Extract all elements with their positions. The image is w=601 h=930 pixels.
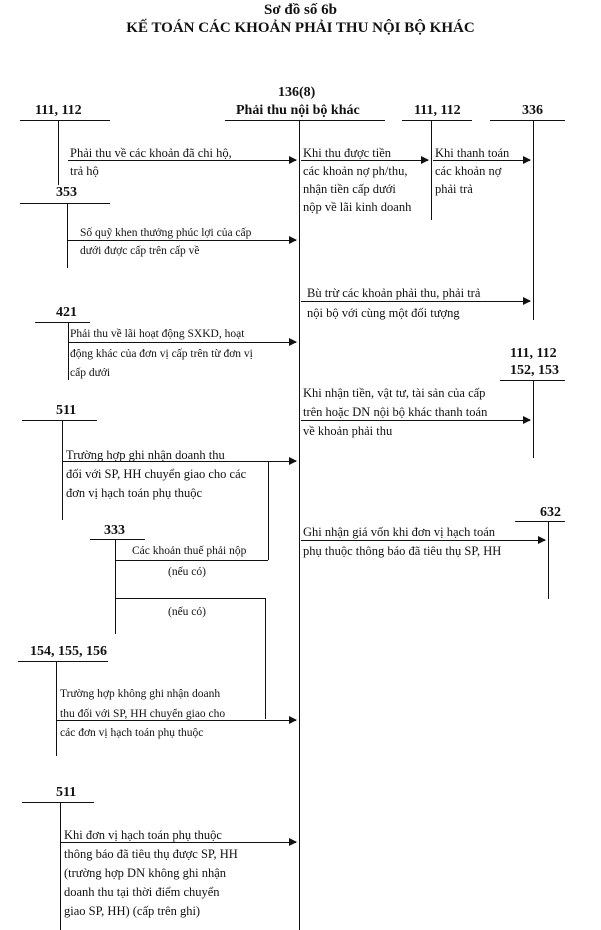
label-thanh-toan-line2: các khoản nợ bbox=[435, 164, 502, 178]
label-thu-tien-line2: các khoản nợ ph/thu, bbox=[303, 164, 408, 178]
label-quy-khen-thuong-line2: dưới được cấp trên cấp về bbox=[80, 245, 200, 257]
center-account-vline bbox=[299, 120, 300, 930]
account-154-155-156: 154, 155, 156 bbox=[30, 644, 107, 659]
account-336-hline bbox=[490, 120, 565, 121]
connector-thue-2-vline bbox=[265, 598, 266, 719]
arrow-thanh-toan bbox=[433, 160, 530, 161]
label-lai-sxkd-line1: Phải thu về lãi hoạt động SXKD, hoạt bbox=[70, 328, 245, 340]
account-511-first-hline bbox=[22, 420, 97, 421]
label-thong-bao-tieu-thu-line5: giao SP, HH) (cấp trên ghi) bbox=[64, 904, 201, 918]
label-bu-tru-line2: nội bộ với cùng một đối tượng bbox=[307, 306, 460, 320]
arrow-gia-von bbox=[301, 540, 545, 541]
connector-dt-to-thue-vline bbox=[268, 461, 269, 560]
arrow-quy-khen-thuong bbox=[67, 240, 296, 241]
label-thue-phai-nop: Các khoản thuế phải nộp bbox=[132, 545, 247, 557]
arrow-chi-ho bbox=[68, 160, 296, 161]
label-bu-tru-line1: Bù trừ các khoản phải thu, phải trả bbox=[307, 286, 481, 300]
account-511-second: 511 bbox=[56, 785, 77, 800]
account-336: 336 bbox=[522, 103, 543, 118]
account-421: 421 bbox=[56, 305, 77, 320]
account-152-153-vline bbox=[533, 380, 534, 458]
connector-thue-hline bbox=[115, 560, 268, 561]
label-quy-khen-thuong-line1: Số quỹ khen thưởng phúc lợi của cấp bbox=[80, 227, 252, 239]
account-111-112-right-vline bbox=[431, 120, 432, 220]
center-account-code: 136(8) bbox=[278, 85, 316, 100]
label-nhan-tien-line3: về khoản phải thu bbox=[303, 424, 393, 438]
account-111-112-mid: 111, 112 bbox=[510, 346, 557, 361]
arrow-lai-sxkd bbox=[68, 342, 296, 343]
account-152-153: 152, 153 bbox=[510, 363, 559, 378]
center-account-hline bbox=[225, 120, 385, 121]
connector-thue-2-hline bbox=[115, 598, 266, 599]
account-336-vline bbox=[533, 120, 534, 320]
arrow-ghi-nhan-dt bbox=[62, 461, 296, 462]
account-353: 353 bbox=[56, 185, 77, 200]
account-511-first: 511 bbox=[56, 403, 77, 418]
label-ghi-nhan-dt-line3: đơn vị hạch toán phụ thuộc bbox=[66, 486, 203, 500]
label-thong-bao-tieu-thu-line2: thông báo đã tiêu thụ được SP, HH bbox=[64, 847, 238, 861]
account-154-vline bbox=[56, 661, 57, 756]
label-chi-ho-line2: trả hộ bbox=[70, 164, 99, 178]
label-thu-tien-line3: nhận tiền cấp dưới bbox=[303, 182, 396, 196]
account-511-second-vline bbox=[60, 802, 61, 930]
account-421-vline bbox=[68, 322, 69, 380]
account-333: 333 bbox=[104, 523, 125, 538]
label-lai-sxkd-line3: cấp dưới bbox=[70, 367, 111, 379]
account-111-112-right-hline bbox=[402, 120, 472, 121]
account-111-112-top-hline bbox=[20, 120, 110, 121]
label-nhan-tien-line1: Khi nhận tiền, vật tư, tài sản của cấp bbox=[303, 386, 486, 400]
label-ghi-nhan-dt-line2: đối với SP, HH chuyển giao cho các bbox=[66, 467, 247, 481]
account-353-hline bbox=[20, 203, 110, 204]
account-511-second-hline bbox=[22, 802, 94, 803]
label-neu-co-1: (nếu có) bbox=[168, 566, 206, 578]
account-111-112-top: 111, 112 bbox=[35, 103, 82, 118]
label-gia-von-line2: phụ thuộc thông báo đã tiêu thụ SP, HH bbox=[303, 544, 502, 558]
label-khong-ghi-nhan-line3: các đơn vị hạch toán phụ thuộc bbox=[60, 727, 204, 739]
label-ghi-nhan-dt-line1: Trường hợp ghi nhận doanh thu bbox=[66, 448, 225, 462]
account-511-first-vline bbox=[62, 420, 63, 520]
label-khong-ghi-nhan-line2: thu đối với SP, HH chuyển giao cho bbox=[60, 708, 226, 720]
label-thong-bao-tieu-thu-line4: doanh thu tại thời điểm chuyển bbox=[64, 885, 220, 899]
account-632-vline bbox=[548, 521, 549, 599]
arrow-nhan-tien bbox=[301, 420, 530, 421]
arrow-thu-tien bbox=[301, 160, 428, 161]
label-thong-bao-tieu-thu-line1: Khi đơn vị hạch toán phụ thuộc bbox=[64, 828, 222, 842]
label-chi-ho-line1: Phải thu về các khoản đã chi hộ, bbox=[70, 146, 232, 160]
label-khong-ghi-nhan-line1: Trường hợp không ghi nhận doanh bbox=[60, 688, 221, 700]
account-353-vline bbox=[67, 203, 68, 268]
label-gia-von-line1: Ghi nhận giá vốn khi đơn vị hạch toán bbox=[303, 525, 495, 539]
center-account-name: Phải thu nội bộ khác bbox=[236, 103, 360, 118]
account-333-vline bbox=[115, 539, 116, 634]
account-111-112-right: 111, 112 bbox=[414, 103, 461, 118]
account-632: 632 bbox=[540, 505, 561, 520]
label-thanh-toan-line3: phải trả bbox=[435, 182, 473, 196]
label-thu-tien-line1: Khi thu được tiền bbox=[303, 146, 392, 160]
diagram-title: KẾ TOÁN CÁC KHOẢN PHẢI THU NỘI BỘ KHÁC bbox=[126, 20, 475, 36]
arrow-bu-tru bbox=[301, 301, 530, 302]
label-thanh-toan-line1: Khi thanh toán bbox=[435, 146, 510, 160]
label-lai-sxkd-line2: động khác của đơn vị cấp trên từ đơn vị bbox=[70, 348, 253, 360]
label-thu-tien-line4: nộp về lãi kinh doanh bbox=[303, 200, 412, 214]
account-632-hline bbox=[515, 521, 565, 522]
account-111-112-top-vline bbox=[58, 120, 59, 185]
arrow-thong-bao-tieu-thu bbox=[60, 842, 296, 843]
label-thong-bao-tieu-thu-line3: (trường hợp DN không ghi nhận bbox=[64, 866, 226, 880]
arrow-khong-ghi-nhan bbox=[56, 720, 296, 721]
account-154-hline bbox=[18, 661, 108, 662]
label-nhan-tien-line2: trên hoặc DN nội bộ khác thanh toán bbox=[303, 405, 488, 419]
diagram-number: Sơ đồ số 6b bbox=[264, 2, 337, 18]
account-421-hline bbox=[35, 322, 90, 323]
account-333-hline bbox=[90, 539, 145, 540]
label-neu-co-2: (nếu có) bbox=[168, 606, 206, 618]
